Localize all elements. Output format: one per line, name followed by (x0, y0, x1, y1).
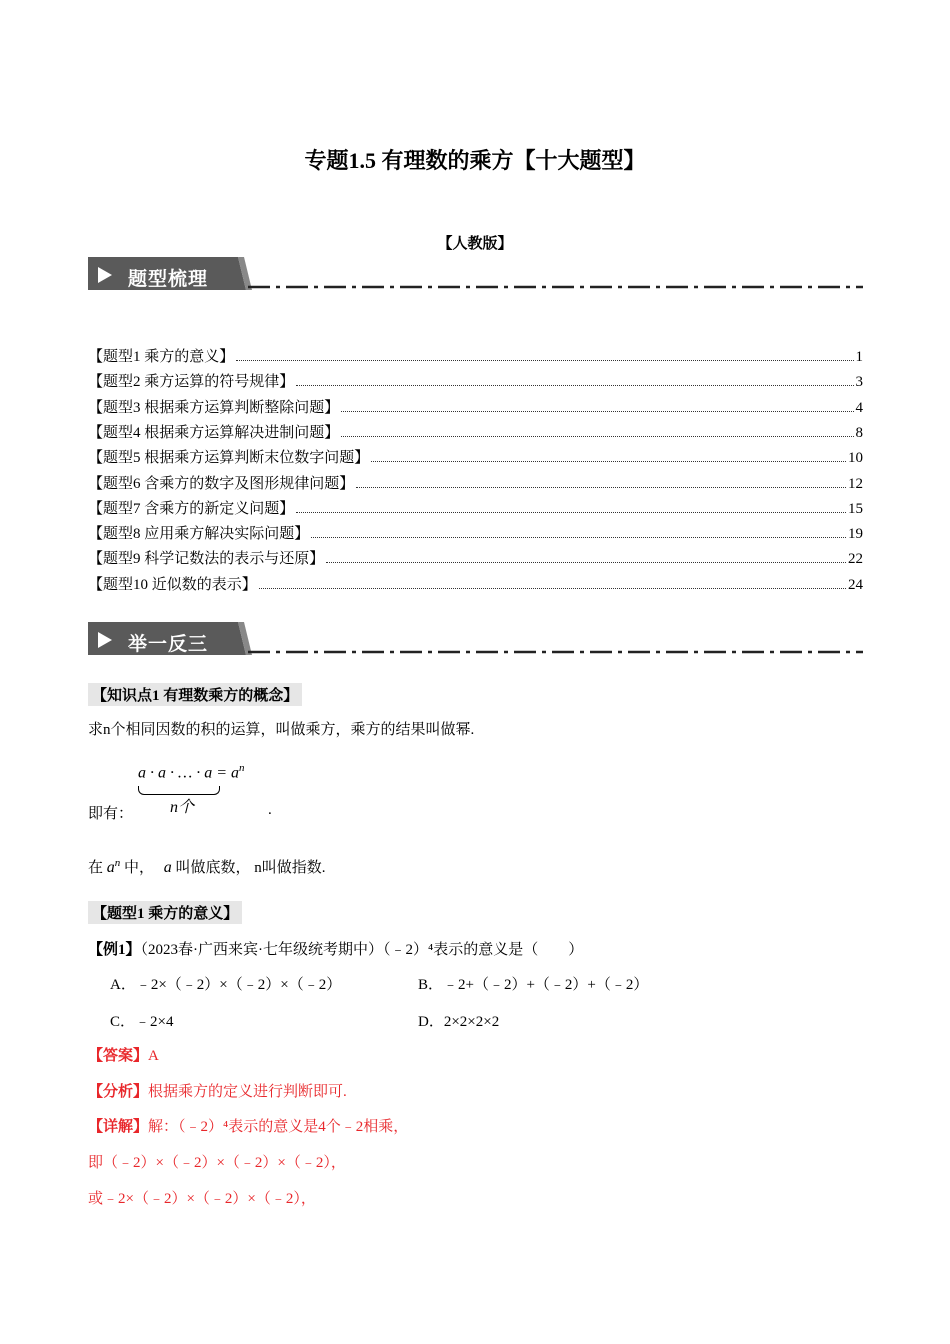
toc-dot-leader (341, 435, 853, 437)
toc-dot-leader (236, 359, 853, 361)
toc-entry[interactable] (88, 570, 863, 594)
toc-dot-leader (296, 384, 853, 386)
base-exponent-text: 在 $a^n$ 中， a 叫做底数， n叫做指数. (88, 857, 326, 876)
edition-label: 【人教版】 (437, 236, 513, 252)
toc-entry-page: 24 (848, 576, 863, 593)
formula-count: n个 (170, 799, 195, 816)
toc-dot-leader (356, 486, 846, 488)
toc-entry[interactable] (88, 342, 863, 366)
toc-dot-leader (371, 460, 846, 462)
detail-line-2: 即（﹣2）×（﹣2）×（﹣2）×（﹣2）， (88, 1155, 346, 1171)
toc-dot-leader (296, 511, 846, 513)
toc-dot-leader (259, 587, 846, 589)
toc-banner (88, 257, 863, 295)
option-d: D．2×2×2×2 (418, 1014, 500, 1030)
detail-line: 【详解】解：（﹣2）⁴表示的意义是4个﹣2相乘， (88, 1119, 409, 1135)
knowledge-tag: 【知识点1 有理数乘方的概念】 (88, 683, 302, 706)
answer-line: 【答案】A (88, 1048, 159, 1064)
toc-entry-page: 10 (848, 450, 863, 467)
toc-entry[interactable] (88, 544, 863, 568)
toc-entry-title: 【题型10 近似数的表示】 (88, 576, 257, 593)
toc-dot-leader (326, 561, 846, 563)
toc-entry-page: 12 (848, 475, 863, 492)
toc-entry[interactable] (88, 367, 863, 391)
power-formula: a · a · … · $a = a^n$ (138, 762, 245, 782)
toc-entry-title: 【题型8 应用乘方解决实际问题】 (88, 526, 310, 543)
option-a: A．﹣2×（﹣2）×（﹣2）×（﹣2） (110, 977, 342, 993)
toc-entry-page: 22 (848, 551, 863, 568)
detail-line-3: 或﹣2×（﹣2）×（﹣2）×（﹣2）， (88, 1191, 316, 1207)
formula-period: . (268, 802, 272, 818)
toc-entry[interactable] (88, 494, 863, 518)
option-c: C．﹣2×4 (110, 1014, 174, 1030)
toc-entry-title: 【题型6 含乘方的数字及图形规律问题】 (88, 475, 355, 492)
toc-dot-leader (341, 410, 853, 412)
definition-text: 求n个相同因数的积的运算，叫做乘方，乘方的结果叫做幂. (88, 722, 475, 738)
toc-entry[interactable] (88, 469, 863, 493)
toc-entry[interactable] (88, 519, 863, 543)
toc-entry-page: 19 (848, 526, 863, 543)
toc-entry-title: 【题型1 乘方的意义】 (88, 349, 235, 365)
section-tag: 【题型1 乘方的意义】 (88, 901, 242, 924)
toc-entry-title: 【题型7 含乘方的新定义问题】 (88, 500, 295, 517)
toc-entry[interactable] (88, 393, 863, 417)
toc-entry[interactable] (88, 443, 863, 467)
formula-prefix: 即有： (88, 806, 134, 822)
toc-entry-page: 15 (848, 500, 863, 517)
toc-entry-page: 3 (855, 374, 863, 391)
toc-entry-page: 1 (855, 349, 863, 365)
toc-entry-page: 4 (855, 399, 863, 416)
toc-entry-title: 【题型2 乘方运算的符号规律】 (88, 374, 295, 391)
examples-banner (88, 622, 863, 660)
toc-entry-title: 【题型9 科学记数法的表示与还原】 (88, 551, 325, 568)
analysis-line: 【分析】根据乘方的定义进行判断即可. (88, 1084, 347, 1100)
toc-dot-leader (311, 536, 846, 538)
toc-entry-title: 【题型4 根据乘方运算解决进制问题】 (88, 424, 340, 441)
banner-label: 题型梳理 (128, 268, 209, 290)
toc-entry[interactable] (88, 418, 863, 442)
example-question: 【例1】（2023春·广西来宾·七年级统考期中）（﹣2）⁴表示的意义是（ ） (88, 942, 584, 958)
toc-entry-page: 8 (855, 424, 863, 441)
banner-label: 举一反三 (128, 633, 209, 655)
toc-entry-title: 【题型5 根据乘方运算判断末位数字问题】 (88, 450, 370, 467)
toc-entry-title: 【题型3 根据乘方运算判断整除问题】 (88, 399, 340, 416)
option-b: B．﹣2+（﹣2）+（﹣2）+（﹣2） (418, 977, 649, 993)
page-title: 专题1.5 有理数的乘方【十大题型】 (304, 148, 646, 173)
